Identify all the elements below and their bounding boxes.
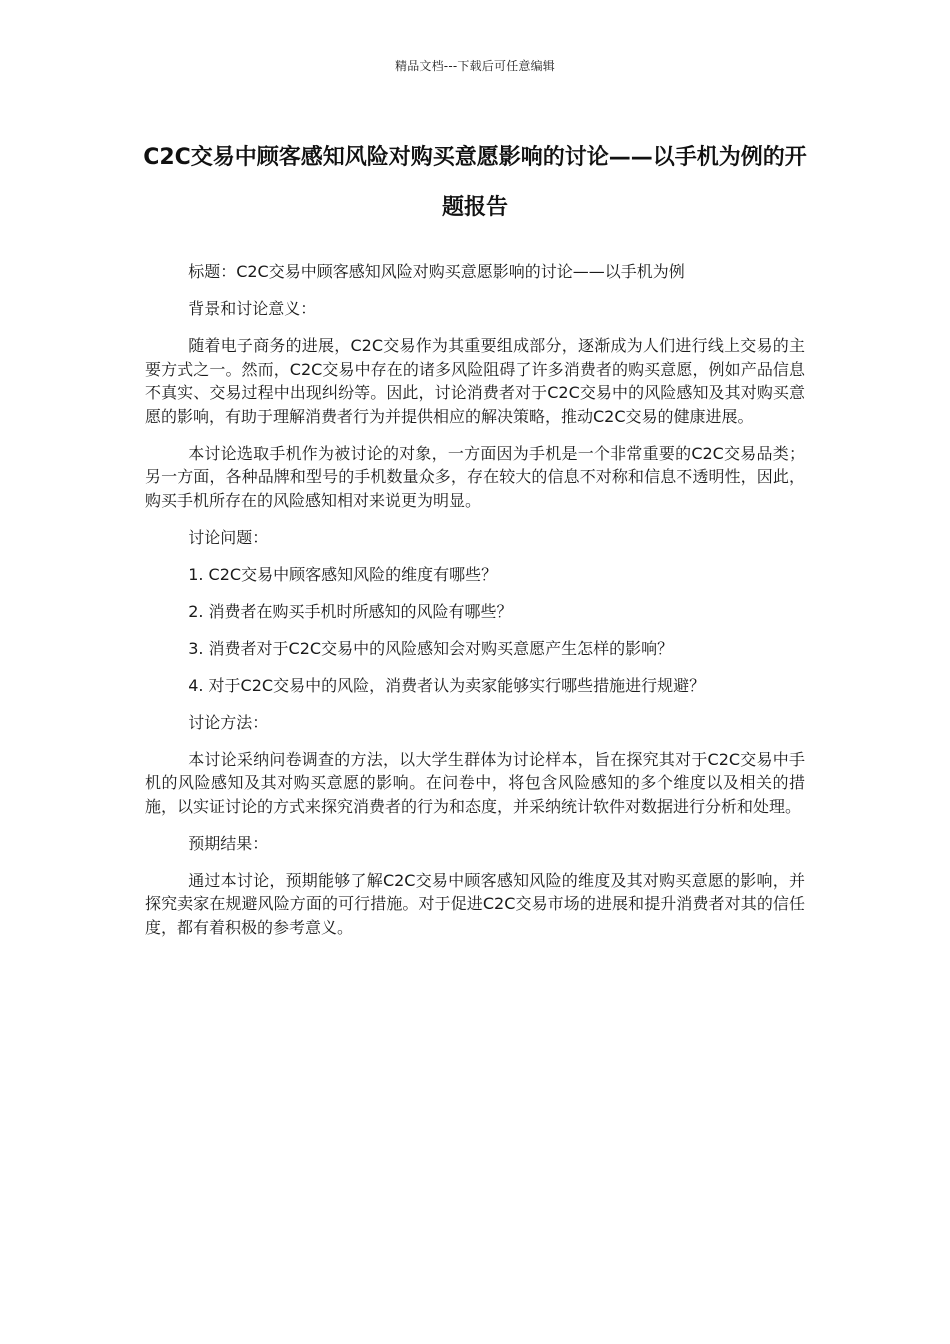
question-item-2: 2. 消费者在购买手机时所感知的风险有哪些？	[188, 601, 513, 621]
questions-heading: 讨论问题：	[188, 527, 269, 547]
document-body	[145, 260, 805, 953]
document-title: C2C交易中顾客感知风险对购买意愿影响的讨论——以手机为例的开题报告	[143, 145, 807, 220]
results-heading: 预期结果：	[188, 833, 269, 853]
background-heading: 背景和讨论意义：	[188, 299, 317, 318]
background-paragraph-2: 本讨论选取手机作为被讨论的对象，一方面因为手机是一个非常重要的C2C交易品类；另一方面，各种品牌和型号的手机数量众多，存在较大的信息不对称和信息不透明性，因此，购买手机所存在的风险感知相对来说更为明显。	[145, 443, 805, 510]
question-item-4: 4. 对于C2C交易中的风险，消费者认为卖家能够实行哪些措施进行规避？	[188, 675, 706, 695]
method-heading: 讨论方法：	[188, 712, 269, 732]
question-item-3: 3. 消费者对于C2C交易中的风险感知会对购买意愿产生怎样的影响？	[188, 638, 674, 658]
background-paragraph-1: 随着电子商务的进展，C2C交易作为其重要组成部分，逐渐成为人们进行线上交易的主要方式之一。然而，C2C交易中存在的诸多风险阻碍了许多消费者的购买意愿，例如产品信息不真实、交易过程中出现纠纷等。因此，讨论消费者对于C2C交易中的风险感知及其对购买意愿的影响，有助于理解消费者行为并提供相应的解决策略，推动C2C交易的健康进展。	[145, 336, 805, 426]
results-paragraph: 通过本讨论，预期能够了解C2C交易中顾客感知风险的维度及其对购买意愿的影响，并探究卖家在规避风险方面的可行措施。对于促进C2C交易市场的进展和提升消费者对其的信任度，都有着积极的参考意义。	[145, 870, 805, 937]
question-item-1: 1. C2C交易中顾客感知风险的维度有哪些？	[188, 564, 498, 584]
method-paragraph: 本讨论采纳问卷调查的方法，以大学生群体为讨论样本，旨在探究其对于C2C交易中手机的风险感知及其对购买意愿的影响。在问卷中，将包含风险感知的多个维度以及相关的措施，以实证讨论的方式来探究消费者的行为和态度，并采纳统计软件对数据进行分析和处理。	[145, 749, 805, 816]
page-header-note: 精品文档---下载后可任意编辑	[395, 59, 555, 73]
subject-line: 标题：C2C交易中顾客感知风险对购买意愿影响的讨论——以手机为例	[188, 262, 685, 281]
